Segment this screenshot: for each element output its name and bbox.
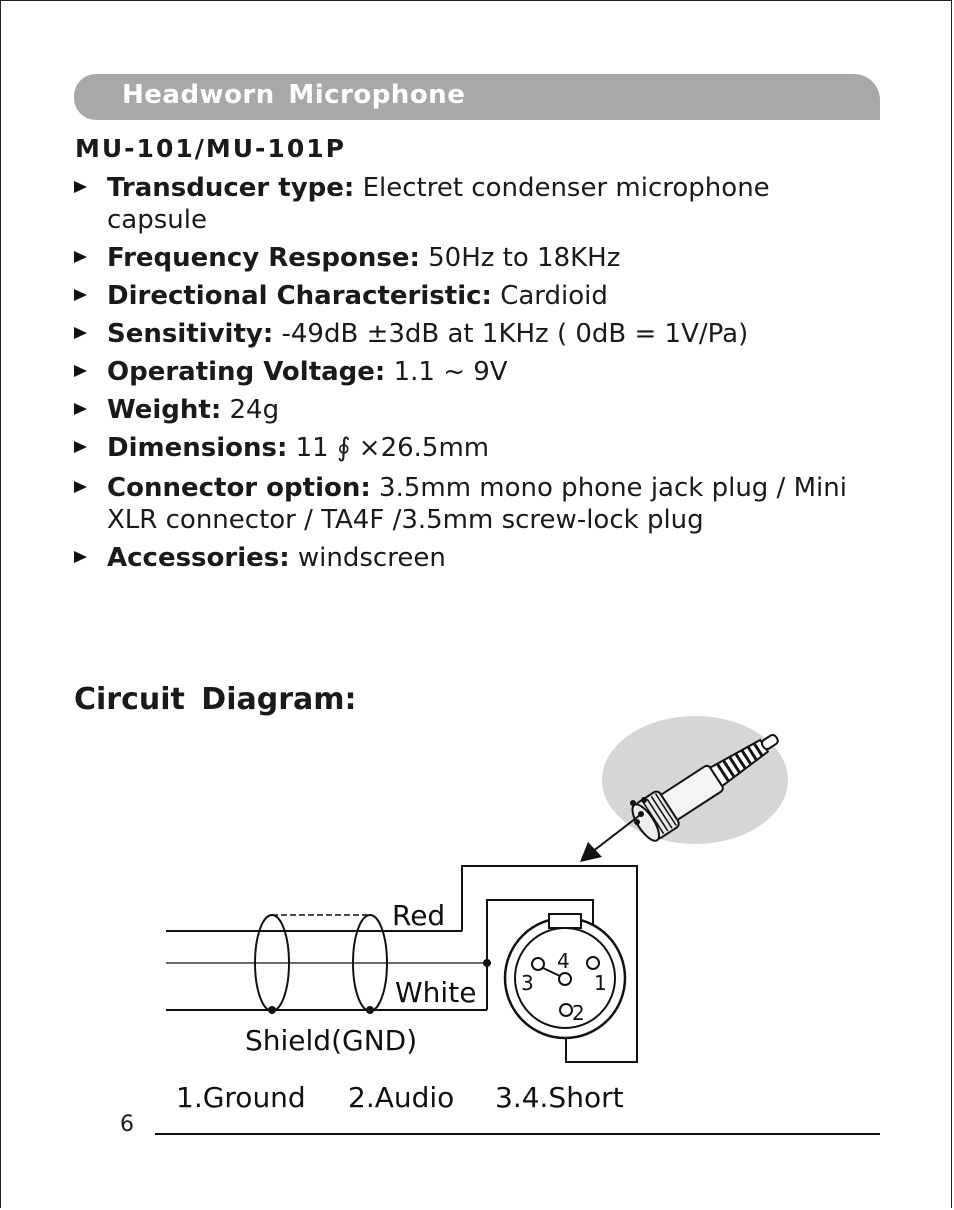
spec-value: 50Hz to 18KHz bbox=[428, 243, 621, 273]
page-number: 6 bbox=[120, 1112, 134, 1137]
spec-value: 3.5mm mono phone jack plug / Mini XLR connector / TA4F /3.5mm screw-lock plug bbox=[107, 473, 847, 535]
shield-label: Shield(GND) bbox=[245, 1024, 418, 1057]
spec-value: windscreen bbox=[297, 543, 446, 573]
spec-label: Dimensions: bbox=[107, 433, 288, 463]
spec-label: Connector option: bbox=[107, 473, 371, 503]
spec-label: Directional Characteristic: bbox=[107, 281, 492, 311]
spec-label: Sensitivity: bbox=[107, 319, 274, 349]
pin-2-contact bbox=[560, 1004, 572, 1016]
legend-ground: 1.Ground bbox=[176, 1081, 306, 1114]
legend-short: 3.4.Short bbox=[495, 1081, 624, 1114]
xlr-connector-illustration bbox=[602, 716, 788, 845]
footer-rule bbox=[155, 1133, 880, 1135]
spec-label: Frequency Response: bbox=[107, 243, 420, 273]
model-number: MU-101/MU-101P bbox=[75, 134, 346, 163]
spec-label: Accessories: bbox=[107, 543, 290, 573]
spec-value: 1.1 ~ 9V bbox=[393, 357, 508, 387]
spec-label: Weight: bbox=[107, 395, 222, 425]
shield-dot-right bbox=[366, 1006, 374, 1014]
pin-4-contact bbox=[559, 973, 571, 985]
spec-label: Operating Voltage: bbox=[107, 357, 386, 387]
pin-4-label: 4 bbox=[557, 949, 570, 973]
legend-audio: 2.Audio bbox=[348, 1081, 455, 1114]
pin-2-label: 2 bbox=[572, 1001, 585, 1025]
spec-label: Transducer type: bbox=[107, 173, 355, 203]
section-title: Headworn Microphone bbox=[122, 80, 466, 110]
spec-value: 11 ∮ ×26.5mm bbox=[295, 433, 490, 463]
spec-value: 24g bbox=[229, 395, 280, 425]
pin-3-contact bbox=[532, 958, 544, 970]
pin-1-contact bbox=[587, 957, 599, 969]
pin-3-label: 3 bbox=[521, 971, 534, 995]
shield-dot-left bbox=[268, 1006, 276, 1014]
red-wire-label: Red bbox=[392, 899, 446, 932]
pointer-arrow bbox=[580, 815, 640, 862]
junction-dot bbox=[483, 959, 491, 967]
spec-value: -49dB ±3dB at 1KHz ( 0dB = 1V/Pa) bbox=[281, 319, 749, 349]
spec-value: Electret condenser microphone capsule bbox=[107, 173, 770, 235]
circuit-diagram-title: Circuit Diagram: bbox=[74, 682, 357, 717]
spec-value: Cardioid bbox=[500, 281, 608, 311]
white-wire-label: White bbox=[395, 976, 477, 1009]
socket-key bbox=[549, 914, 581, 928]
pin-1-label: 1 bbox=[594, 971, 607, 995]
